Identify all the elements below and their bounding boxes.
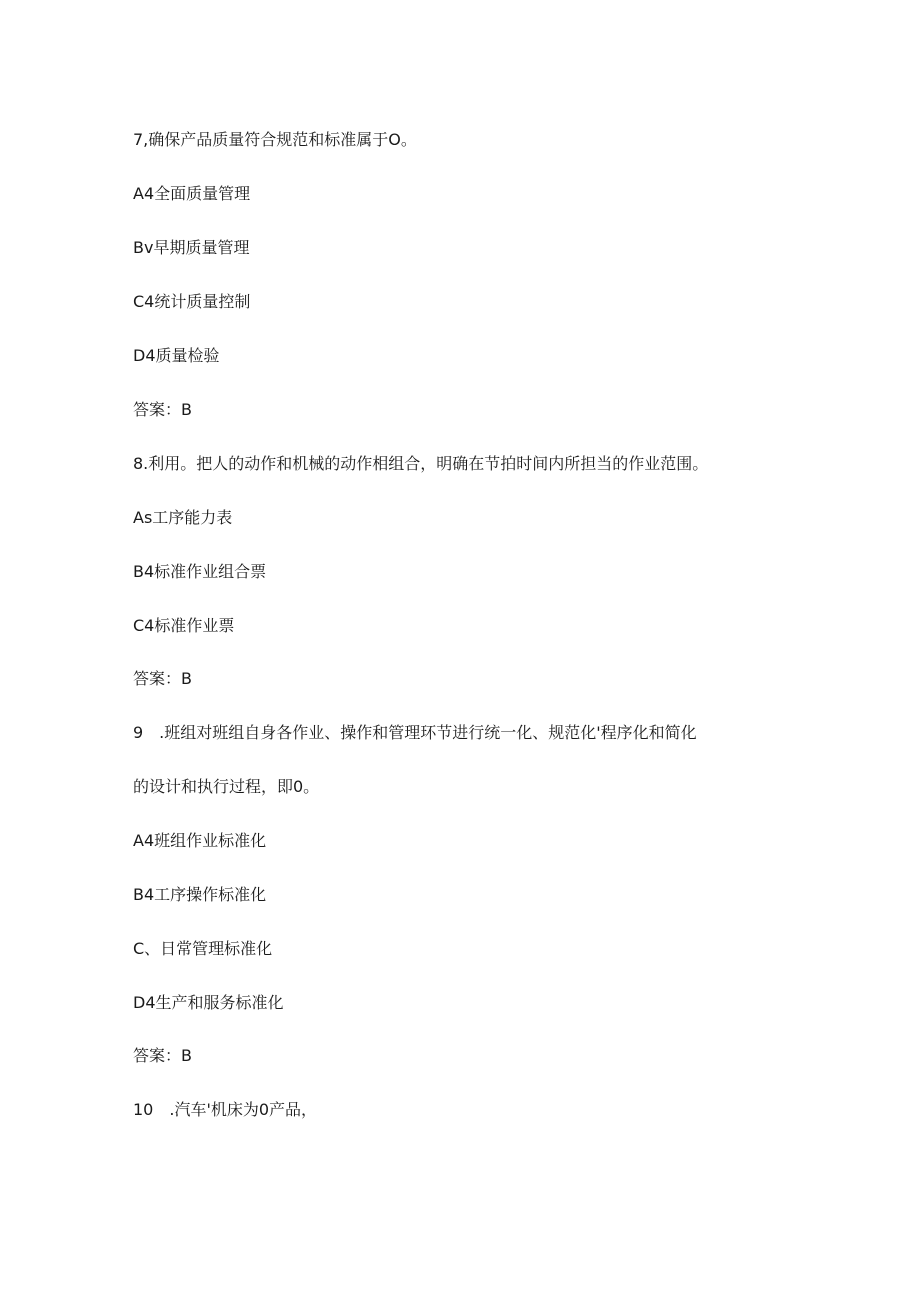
- question-9-option-a: A4班组作业标准化: [133, 831, 267, 850]
- question-8-option-b: B4标准作业组合票: [133, 562, 267, 581]
- question-7-option-b: Bv早期质量管理: [133, 238, 250, 257]
- question-9-option-c: C、日常管理标准化: [133, 939, 273, 958]
- question-7-stem: 7,确保产品质量符合规范和标准属于O。: [133, 130, 417, 149]
- question-7-option-a: A4全面质量管理: [133, 184, 251, 203]
- question-10-stem: 10 .汽车'机床为0产品，: [133, 1100, 318, 1119]
- question-8-stem: 8.利用。把人的动作和机械的动作相组合，明确在节拍时间内所担当的作业范围。: [133, 454, 709, 473]
- question-7-option-d: D4质量检验: [133, 346, 220, 365]
- question-8-answer: 答案：B: [133, 669, 192, 688]
- question-9-option-b: B4工序操作标准化: [133, 885, 267, 904]
- question-8-option-a: As工序能力表: [133, 508, 233, 527]
- question-8-option-c: C4标准作业票: [133, 616, 235, 635]
- question-7-answer: 答案：B: [133, 400, 192, 419]
- question-9-answer: 答案：B: [133, 1046, 192, 1065]
- question-9-stem-line-1: 9 .班组对班组自身各作业、操作和管理环节进行统一化、规范化'程序化和简化: [133, 723, 697, 742]
- question-9-option-d: D4生产和服务标准化: [133, 993, 284, 1012]
- question-7-option-c: C4统计质量控制: [133, 292, 251, 311]
- question-9-stem-line-2: 的设计和执行过程，即0。: [133, 777, 320, 796]
